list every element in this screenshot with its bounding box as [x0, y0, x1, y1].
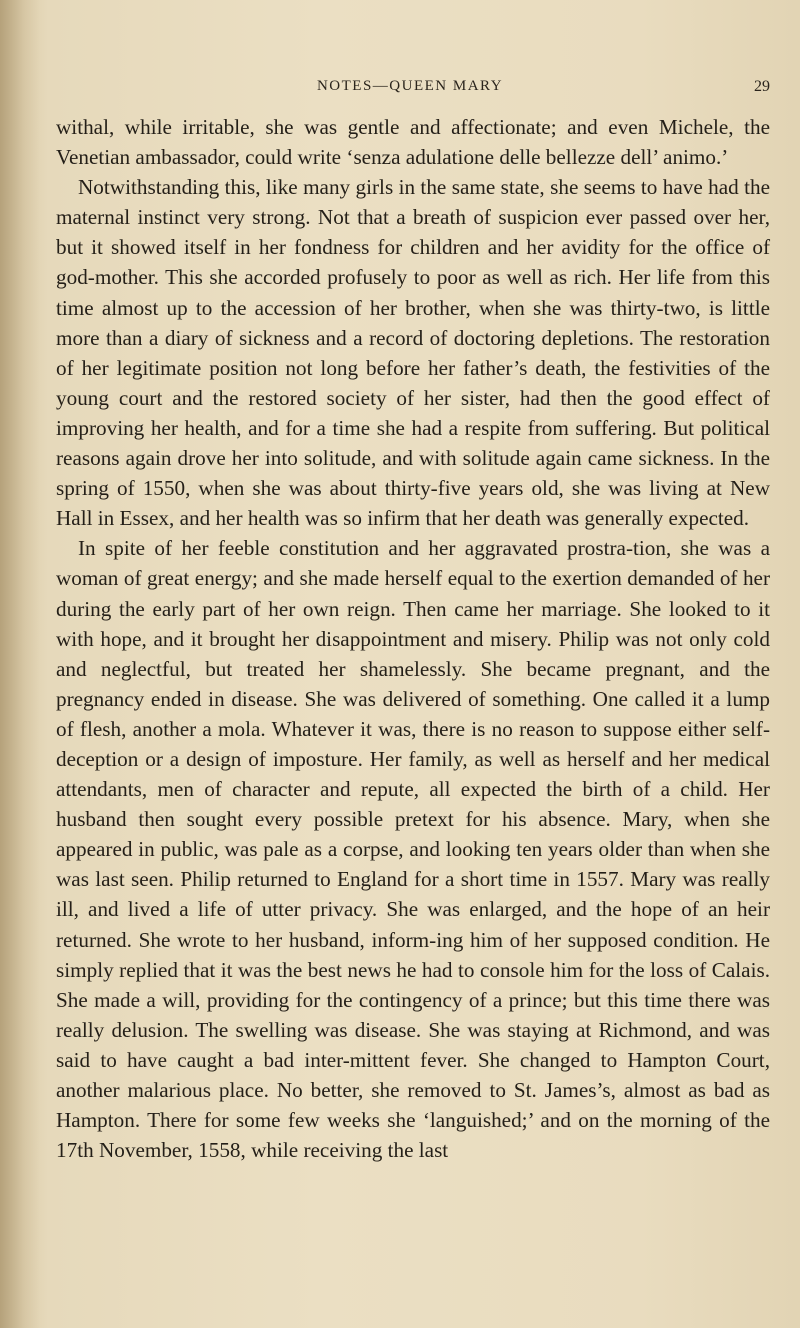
paragraph: Notwithstanding this, like many girls in the same state, she seems to have had the maternal instinct very strong. Not that a breath of suspicion ever passed over her, but it showed itself in her fondness for children and her avidity for the office of god-mother. This she accorded profusely to poor as well as rich. Her life from this time almost up to the accession of her brother, when she was thirty-two, is little more than a diary of sickness and a record of doctoring depletions. The restoration of her legitimate position not long before her father’s death, the festivities of the young court and the restored society of her sister, had then the good effect of improving her health, and for a time she had a respite from suffering. But political reasons again drove her into solitude, and with solitude again came sickness. In the spring of 1550, when she was about thirty-five years old, she was living at New Hall in Essex, and her health was so infirm that her death was generally expected.	[56, 175, 770, 531]
spine-shadow	[0, 0, 40, 1328]
page-header	[50, 78, 770, 100]
paragraph: In spite of her feeble constitution and her aggravated prostra-tion, she was a woman of great energy; and she made herself equal to the exertion demanded of her during the early part of her own reign. Then came her marriage. She looked to it with hope, and it brought her disappointment and misery. Philip was not only cold and neglectful, but treated her shamelessly. She became pregnant, and the pregnancy ended in disease. She was delivered of something. One called it a lump of flesh, another a mola. Whatever it was, there is no reason to suppose either self-deception or a design of imposture. Her family, as well as herself and her medical attendants, men of character and repute, all expected the birth of a child. Her husband then sought every possible pretext for his absence. Mary, when she appeared in public, was pale as a corpse, and looking ten years older than when she was last seen. Philip returned to England for a short time in 1557. Mary was really ill, and lived a life of utter privacy. She was enlarged, and the hope of an heir returned. She wrote to her husband, inform-ing him of her supposed condition. He simply replied that it was the best news he had to console him for the loss of Calais. She made a will, providing for the contingency of a prince; but this time there was really delusion. The swelling was disease. She was staying at Richmond, and was said to have caught a bad inter-mittent fever. She changed to Hampton Court, another malarious place. No better, she removed to St. James’s, almost as bad as Hampton. There for some few weeks she ‘languished;’ and on the morning of the 17th November, 1558, while receiving the last	[56, 536, 770, 1163]
body-text	[56, 112, 770, 1165]
paragraph-continuation: withal, while irritable, she was gentle and affectionate; and even Michele, the Venetian ambassador, could write ‘senza adulatione delle bellezze dell’ animo.’	[56, 115, 770, 170]
page-number: 29	[754, 78, 770, 95]
running-head: NOTES—QUEEN MARY	[316, 78, 504, 94]
